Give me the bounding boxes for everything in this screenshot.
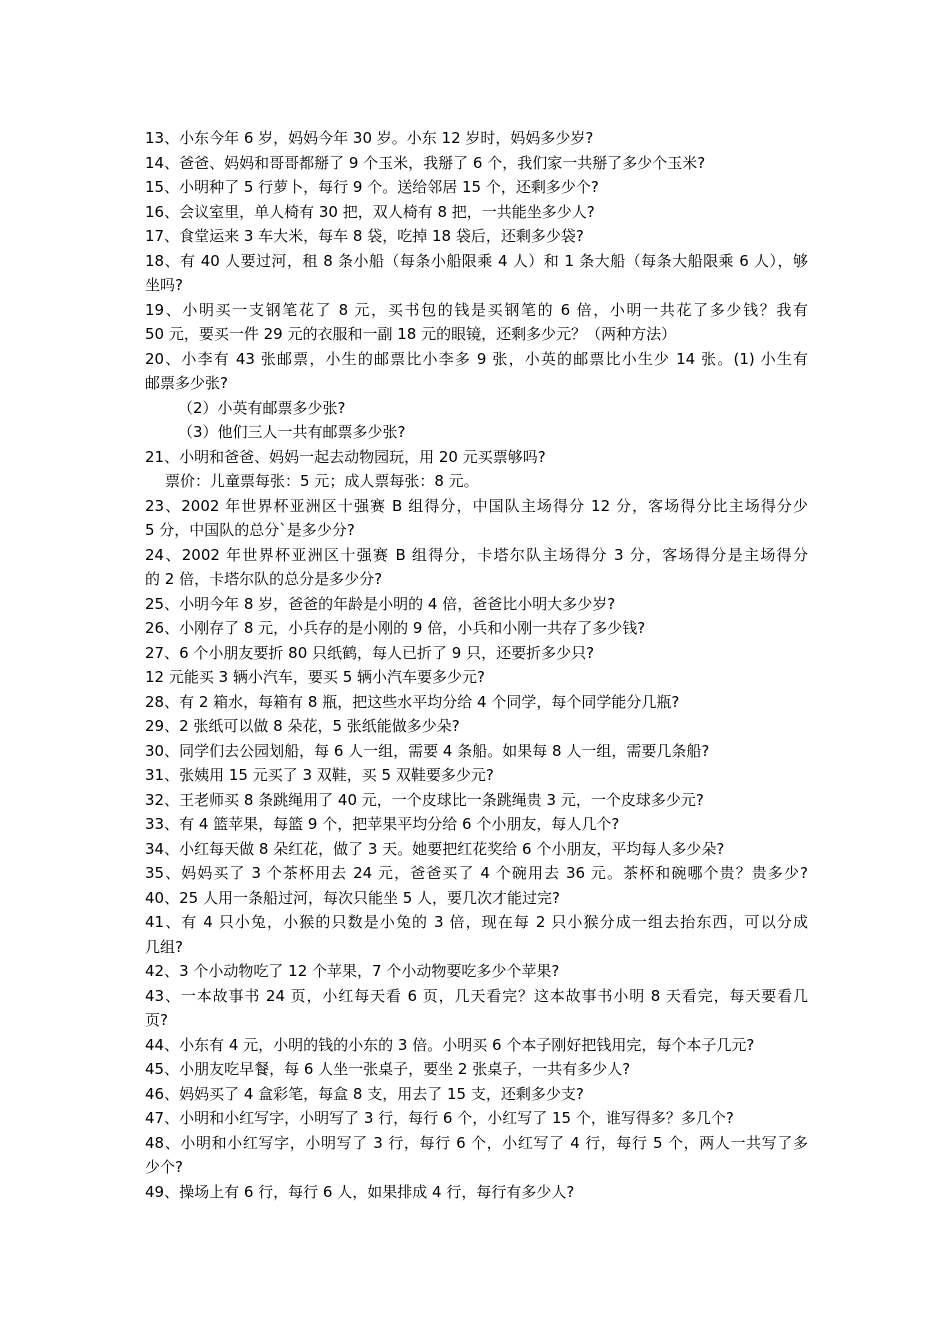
problem-42: 42、3 个小动物吃了 12 个苹果，7 个小动物要吃多少个苹果? <box>145 962 560 980</box>
problem-46: 46、妈妈买了 4 盒彩笔，每盒 8 支，用去了 15 支，还剩多少支? <box>145 1084 584 1103</box>
problem-30: 30、同学们去公园划船，每 6 人一组，需要 4 条船。如果每 8 人一组，需要几条船? <box>145 741 710 760</box>
problem-41-line-1: 41、有 4 只小兔，小猴的只数是小兔的 3 倍，现在每 2 只小猴分成一组去抬东西，可以分成 <box>145 913 808 931</box>
problem-35: 35、妈妈买了 3 个茶杯用去 24 元，爸爸买了 4 个碗用去 36 元。茶杯和碗哪个贵？贵多少? <box>145 864 808 882</box>
problem-27: 27、6 个小朋友要折 80 只纸鹤，每人已折了 9 只，还要折多少只? <box>145 643 595 662</box>
problem-15: 15、小明种了 5 行萝卜，每行 9 个。送给邻居 15 个，还剩多少个? <box>145 178 599 196</box>
problem-28: 28、有 2 箱水，每箱有 8 瓶，把这些水平均分给 4 个同学，每个同学能分几瓶? <box>145 692 680 711</box>
problem-24-line-2: 的 2 倍，卡塔尔队的总分是多少分? <box>145 570 383 588</box>
problem-47: 47、小明和小红写字，小明写了 3 行，每行 6 个，小红写了 15 个，谁写得多？多几个? <box>145 1109 734 1127</box>
problem-48-line-2: 少个? <box>145 1158 183 1176</box>
problem-17: 17、食堂运来 3 车大米，每车 8 袋，吃掉 18 袋后，还剩多少袋? <box>145 227 584 245</box>
problem-43-line-1: 43、一本故事书 24 页，小红每天看 6 页，几天看完？这本故事书小明 8 天看完，每天要看几 <box>145 986 808 1005</box>
problem-24-line-1: 24、2002 年世界杯亚洲区十强赛 B 组得分，卡塔尔队主场得分 3 分，客场得分是主场得分 <box>145 545 808 564</box>
problem-20-line-1: 20、小李有 43 张邮票，小生的邮票比小李多 9 张，小英的邮票比小生少 14 张。(1) 小生有 <box>145 349 808 368</box>
document-page <box>145 126 808 1204</box>
problem-16: 16、会议室里，单人椅有 30 把，双人椅有 8 把，一共能坐多少人? <box>145 202 595 221</box>
problem-21-prices: 票价：儿童票每张：5 元；成人票每张：8 元。 <box>165 472 479 490</box>
problem-34: 34、小红每天做 8 朵红花，做了 3 天。她要把红花奖给 6 个小朋友，平均每人多少朵? <box>145 839 725 858</box>
problem-44: 44、小东有 4 元，小明的钱的小东的 3 倍。小明买 6 个本子刚好把钱用完，每个本子几元? <box>145 1035 755 1054</box>
problem-49: 49、操场上有 6 行，每行 6 人，如果排成 4 行，每行有多少人? <box>145 1182 575 1201</box>
problem-20-line-2: 邮票多少张? <box>145 374 228 392</box>
problem-19-line-1: 19、小明买一支钢笔花了 8 元，买书包的钱是买钢笔的 6 倍，小明一共花了多少钱？我有 <box>145 300 808 319</box>
problem-18-line-1: 18、有 40 人要过河，租 8 条小船（每条小船限乘 4 人）和 1 条大船（每条大船限乘 6 人），够 <box>145 251 808 270</box>
problem-43-line-2: 页? <box>145 1011 168 1029</box>
problem-20-part-2: （2）小英有邮票多少张? <box>178 398 346 417</box>
problem-unnumbered: 12 元能买 3 辆小汽车，要买 5 辆小汽车要多少元? <box>145 668 485 686</box>
problem-23-line-2: 5 分，中国队的总分`是多少分? <box>145 521 355 539</box>
problem-29: 29、2 张纸可以做 8 朵花，5 张纸能做多少朵? <box>145 717 460 735</box>
problem-45: 45、小朋友吃早餐，每 6 人坐一张桌子，要坐 2 张桌子，一共有多少人? <box>145 1060 631 1078</box>
problem-32: 32、王老师买 8 条跳绳用了 40 元，一个皮球比一条跳绳贵 3 元，一个皮球多少元? <box>145 790 704 809</box>
problem-19-line-2: 50 元，要买一件 29 元的衣服和一副 18 元的眼镜，还剩多少元？（两种方法） <box>145 325 677 343</box>
problem-18-line-2: 坐吗? <box>145 276 183 294</box>
problem-14: 14、爸爸、妈妈和哥哥都掰了 9 个玉米，我掰了 6 个，我们家一共掰了多少个玉米? <box>145 153 706 172</box>
problem-23-line-1: 23、2002 年世界杯亚洲区十强赛 B 组得分，中国队主场得分 12 分，客场得分比主场得分少 <box>145 496 808 515</box>
problem-33: 33、有 4 篮苹果，每篮 9 个，把苹果平均分给 6 个小朋友，每人几个? <box>145 815 620 833</box>
problem-13: 13、小东今年 6 岁，妈妈今年 30 岁。小东 12 岁时，妈妈多少岁? <box>145 129 594 147</box>
problem-48-line-1: 48、小明和小红写字，小明写了 3 行，每行 6 个，小红写了 4 行，每行 5 个，两人一共写了多 <box>145 1133 808 1152</box>
problem-31: 31、张姨用 15 元买了 3 双鞋，买 5 双鞋要多少元? <box>145 766 494 784</box>
problem-20-part-3: （3）他们三人一共有邮票多少张? <box>178 423 406 441</box>
problem-26: 26、小刚存了 8 元，小兵存的是小刚的 9 倍，小兵和小刚一共存了多少钱? <box>145 619 646 637</box>
problem-21: 21、小明和爸爸、妈妈一起去动物园玩，用 20 元买票够吗? <box>145 447 546 466</box>
problem-25: 25、小明今年 8 岁，爸爸的年龄是小明的 4 倍，爸爸比小明大多少岁? <box>145 594 616 613</box>
problem-41-line-2: 几组? <box>145 937 183 956</box>
problem-40: 40、25 人用一条船过河，每次只能坐 5 人，要几次才能过完? <box>145 888 560 907</box>
